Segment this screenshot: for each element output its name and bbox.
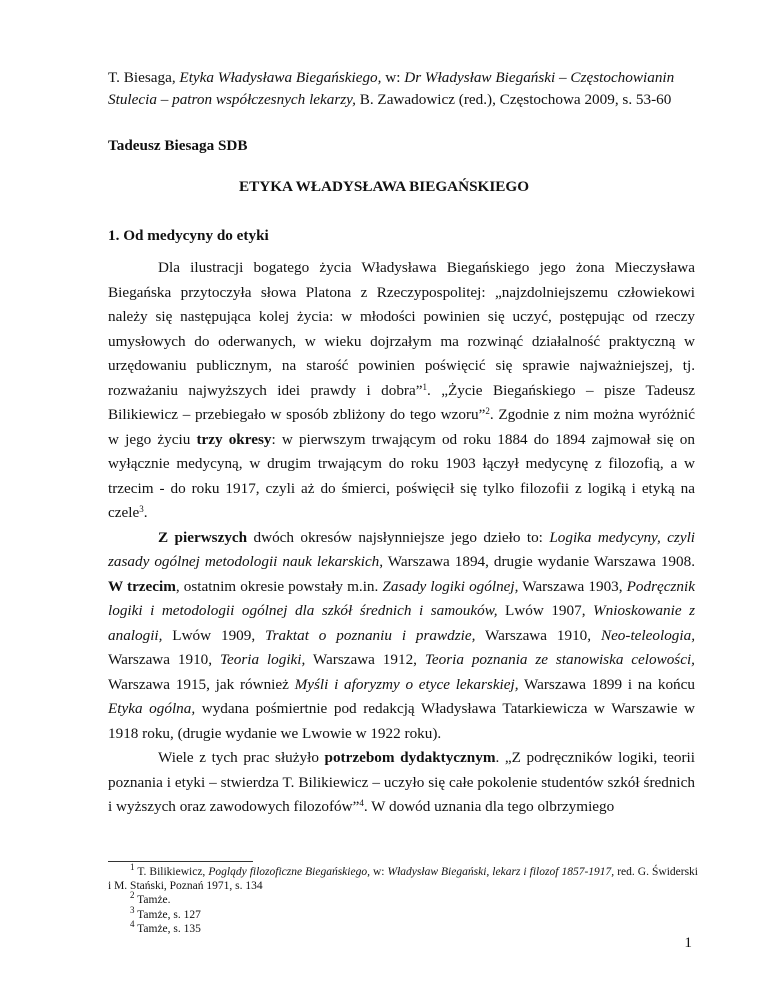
footnote-ref[interactable]: 1 (422, 381, 427, 392)
footnote-3: $^3$ Tamże, s. 127 (130, 904, 201, 921)
paragraph-3: Wiele z tych prac służyło potrzebom dydaktycznym. „Z podręczników logiki, teorii poznania i etyki – stwierdza T. Bilikiewicz – uczyło się całe pokolenie studentów szkół średnich i wyższych oraz zawodowych filozofów”$^4$. W dowód uznania dla tego olbrzymiego (108, 749, 695, 815)
footnote-1: $^1$ T. Bilikiewicz, Poglądy filozoficzne Biegańskiego, w: Władysław Biegański, lekarz i filozof 1857-1917, red. G. Świderski i M. Stański, Poznań 1971, s. 134 (108, 862, 698, 893)
author-line: Tadeusz Biesaga SDB (108, 137, 248, 154)
footnote-ref[interactable]: 3 (139, 504, 144, 514)
footnote-ref[interactable]: 2 (485, 406, 490, 416)
citation-title: Etyka Władysława Biegańskiego, (179, 69, 382, 86)
section-heading: 1. Od medycyny do etyki (108, 227, 269, 244)
citation-rest: B. Zawadowicz (red.), Częstochowa 2009, s. 53-60 (355, 91, 672, 108)
citation-book: Dr Władysław Biegański – Częstochowianin Stulecia – patron współczesnych lekarzy, (108, 69, 675, 108)
document-title: ETYKA WŁADYSŁAWA BIEGAŃSKIEGO (238, 178, 530, 195)
citation-author: T. Biesaga, (108, 69, 180, 86)
body-text (108, 256, 695, 820)
footnote-4: $^4$ Tamże, s. 135 (130, 918, 201, 935)
citation (108, 67, 695, 111)
footnote-ref[interactable]: 4 (359, 798, 364, 808)
page-number: 1 (684, 934, 692, 951)
paragraph-1: Dla ilustracji bogatego życia Władysława Biegańskiego jego żona Mieczysława Biegańska przytoczyła słowa Platona z Rzeczypospolitej: „najzdolniejszemu człowiekowi należy się następująca kolej życia: w młodości powinien się uczyć, postępując od rzeczy umysłowych do oderwanych, w wieku dojrzałym ma rozwinąć działalność praktyczną w urzędowaniu publicznym, na starość powinien poświęcić się sprawie najważniejszej, tj. rozważaniu najwyższych idei prawdy i dobra”$^1$. „Życie Biegańskiego – pisze Tadeusz Bilikiewicz – przebiegało w sposób zbliżony do tego wzoru”$^2$. Zgodnie z nim można wyróżnić w jego życiu trzy okresy: w pierwszym trwającym od roku 1884 do 1894 zajmował się on wyłącznie medycyną, w drugim trwającym do roku 1903 łączył medycynę z filozofią, a w trzecim - do roku 1917, czyli aż do śmierci, poświęcił się tylko filozofii z logiką i etyką na czele$^3$. (108, 259, 695, 521)
footnotes (108, 862, 698, 936)
footnote-2: $^2$ Tamże. (130, 890, 171, 907)
citation-in: w: (381, 69, 405, 86)
paragraph-2: Z pierwszych dwóch okresów najsłynniejsze jego dzieło to: Logika medycyny, czyli zasady ogólnej metodologii nauk lekarskich, Warszawa 1894, drugie wydanie Warszawa 1908. W trzecim, ostatnim okresie powstały m.in. Zasady logiki ogólnej, Warszawa 1903, Podręcznik logiki i metodologii ogólnej dla szkół średnich i samouków, Lwów 1907, Wnioskowanie z analogii, Lwów 1909, Traktat o poznaniu i prawdzie, Warszawa 1910, Neo-teleologia, Warszawa 1910, Teoria logiki, Warszawa 1912, Teoria poznania ze stanowiska celowości, Warszawa 1915, jak również Myśli i aforyzmy o etyce lekarskiej, Warszawa 1899 i na końcu Etyka ogólna, wydana pośmiertnie pod redakcją Władysława Tatarkiewicza w Warszawie w 1918 roku, (drugie wydanie we Lwowie w 1922 roku). (108, 528, 696, 742)
